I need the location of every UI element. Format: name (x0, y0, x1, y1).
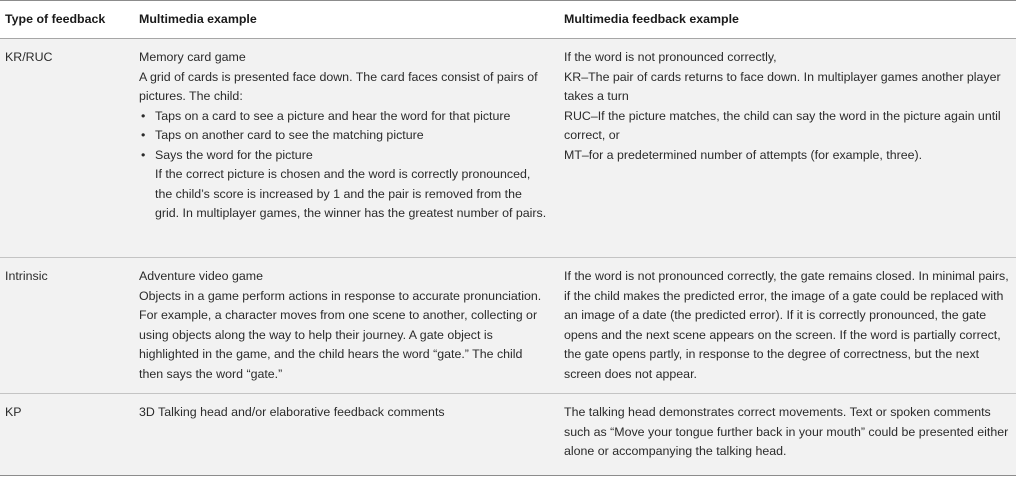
list-item: • Taps on a card to see a picture and hear the word for that picture (139, 107, 547, 127)
feedback-line: MT–for a predetermined number of attempts (for example, three). (564, 147, 923, 162)
multimedia-example-cell (131, 39, 551, 258)
multimedia-feedback-cell: If the word is not pronounced correctly, the gate remains closed. In minimal pairs, if the child makes the predicted error, the image of a gate could be replaced with an image of a date (the predicted error). If it is correctly pronounced, the gate opens and the next scene appears on the screen. If the word is partially correct, the gate opens partly, in response to the degree of correctness, but the next screen does not appear. (551, 258, 1016, 394)
multimedia-feedback-cell: The talking head demonstrates correct movements. Text or spoken comments such as “Move your tongue further back in your mouth” could be presented either alone or accompanying the talking head. (551, 394, 1016, 476)
header-multimedia-example: Multimedia example (131, 1, 551, 39)
multimedia-example-cell (131, 258, 551, 394)
multimedia-example-cell (131, 394, 551, 476)
bullet-icon: • (141, 147, 146, 162)
table-row (0, 394, 1016, 476)
table-header-row (0, 1, 1016, 39)
list-item: • Taps on another card to see the matching picture (139, 126, 547, 146)
multimedia-feedback-cell (551, 39, 1016, 258)
example-title: 3D Talking head and/or elaborative feedback comments (139, 405, 445, 419)
example-title: Memory card game (139, 50, 246, 64)
feedback-type-cell: Intrinsic (0, 258, 131, 394)
list-item: • Says the word for the picture (139, 146, 547, 166)
header-type-of-feedback: Type of feedback (0, 1, 131, 39)
feedback-line: If the word is not pronounced correctly, (564, 50, 777, 64)
bullet-icon: • (141, 128, 146, 142)
table-row (0, 39, 1016, 258)
header-multimedia-feedback-example: Multimedia feedback example (551, 1, 1016, 39)
table-row (0, 258, 1016, 394)
feedback-line: KR–The pair of cards returns to face down. In multiplayer games another player takes a turn (564, 69, 1001, 103)
feedback-type-cell: KP (0, 394, 131, 476)
example-body: Objects in a game perform actions in response to accurate pronunciation. For example, a character moves from one scene to another, collecting or using objects along the way to help their journey. A gate object is highlighted in the game, and the child hears the word “gate.” The child then says the word “gate.” (139, 288, 542, 381)
example-intro: A grid of cards is presented face down. The card faces consist of pairs of pictures. The child: (139, 69, 538, 103)
feedback-line: RUC–If the picture matches, the child can say the word in the picture again until correct, or (564, 108, 1001, 142)
bullet-icon: • (141, 108, 146, 123)
example-bullet-list (139, 107, 547, 166)
feedback-type-cell: KR/RUC (0, 39, 131, 258)
bullet-continuation: If the correct picture is chosen and the word is correctly pronounced, the child’s score is increased by 1 and the pair is removed from the grid. In multiplayer games, the winner has the greatest number of pairs. (155, 167, 547, 220)
example-title: Adventure video game (139, 269, 263, 283)
